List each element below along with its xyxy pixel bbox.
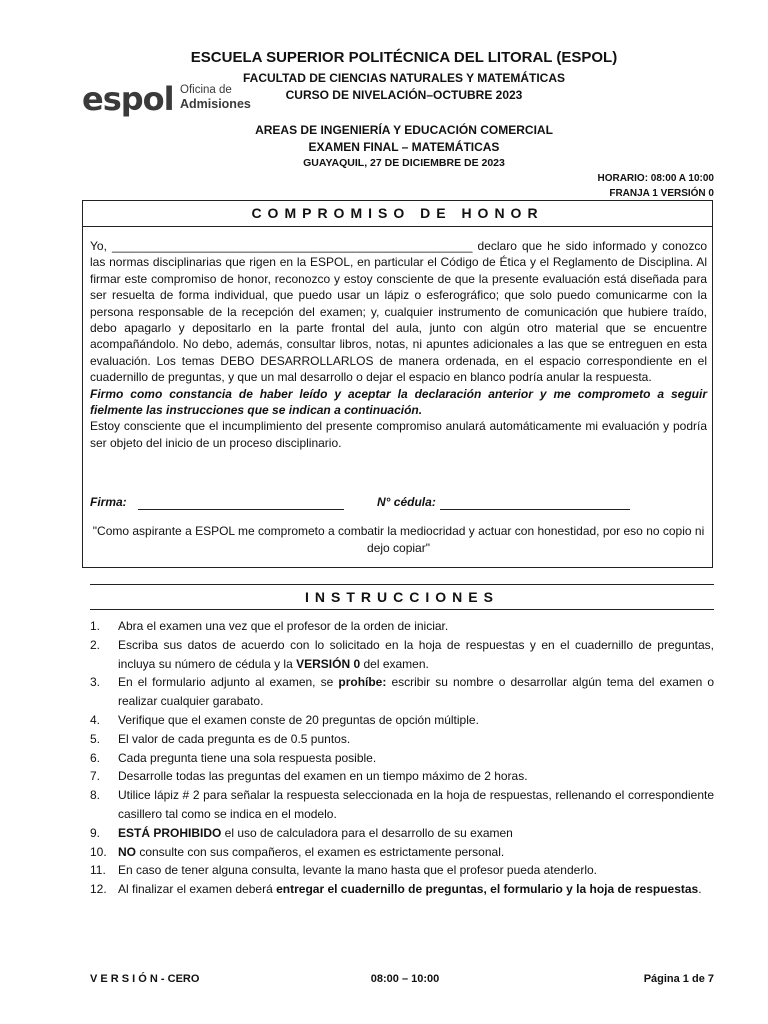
version-label: FRANJA 1 VERSIÓN 0 [609,188,714,199]
instruction-number: 10. [90,844,107,859]
footer-time: 08:00 – 10:00 [370,973,440,985]
instruction-number: 4. [90,712,101,727]
instruction-text-post: consulte con sus compañeros, el examen es estrictamente personal. [136,844,505,859]
logo-office-text [180,83,251,111]
instructions-list [90,617,714,899]
instruction-text-post: del examen. [360,656,429,671]
honor-text [90,238,707,451]
instruction-item [90,767,714,786]
instruction-text [118,636,714,674]
instruction-text-pre: Escriba sus datos de acuerdo con lo solicitado en la hoja de respuestas y en el cuadernillo de preguntas, incluya su número de cédula y la [118,637,714,671]
instruction-text-pre: Desarrolle todas las preguntas del examen en un tiempo máximo de 2 horas. [118,769,528,784]
instruction-item [90,880,714,899]
instruction-number: 9. [90,825,101,840]
course-title: CURSO DE NIVELACIÓN–OCTUBRE 2023 [285,88,523,102]
instruction-item [90,843,714,862]
firma-label: Firma: [90,495,127,509]
instruction-item [90,749,714,768]
exam-title: EXAMEN FINAL – MATEMÁTICAS [308,140,500,154]
instruction-text-pre: En caso de tener alguna consulta, levante la mano hasta que el profesor pueda atenderlo. [118,863,597,878]
schedule-label: HORARIO: 08:00 A 10:00 [597,173,714,184]
footer-version: V E R S I Ó N - CERO [90,973,200,985]
instruction-text [118,617,714,636]
instruction-text [118,861,714,880]
instructions-top-divider [90,584,714,585]
instruction-text-bold: VERSIÓN 0 [296,656,361,671]
instruction-text-bold: ESTÁ PROHIBIDO [118,825,222,840]
instruction-number: 3. [90,675,101,690]
instruction-text-post: . [698,882,702,897]
instruction-item [90,636,714,674]
honor-paragraph-2: Firmo como constancia de haber leído y aceptar la declaración anterior y me comprometo a seguir fielmente las instrucciones que se indican a continuación. [90,386,707,418]
logo-office-line2: Admisiones [180,97,251,111]
instruction-number: 6. [90,750,101,765]
instruction-number: 11. [90,863,106,878]
institution-title: ESCUELA SUPERIOR POLITÉCNICA DEL LITORAL (ESPOL) [190,49,618,66]
cedula-label: N° cédula: [377,495,436,509]
instructions-title: INSTRUCCIONES [305,589,499,605]
instruction-text-post: escribir su nombre o desarrollar algún tema del examen o realizar cualquier garabato. [118,675,714,709]
honor-divider [82,226,713,227]
instruction-text [118,673,714,711]
instruction-text [118,786,714,824]
footer-page: Página 1 de 7 [643,973,714,985]
instruction-item [90,730,714,749]
honor-paragraph-1: Yo, ______________________________________________________ declaro que he sido informado y conozco las normas disciplinarias que rigen en la ESPOL, en particular el Código de Ética y el Reglamento de Disciplina. Al firmar este compromiso de honor, reconozco y estoy consciente de que la presente evaluación está diseñada para ser resuelta de forma individual, que puedo usar un lápiz o esferográfico; que solo puedo comunicarme con la persona responsable de la recepción del examen; y, cualquier instrumento de comunicación que hubiere traído, debo apagarlo y depositarlo en la parte frontal del aula, junto con algún otro material que se encuentre acompañándolo. No debo, además, consultar libros, notas, ni apuntes adicionales a las que se entreguen en esta evaluación. Los temas DEBO DESARROLLARLOS de manera ordenada, en el espacio correspondiente en el cuadernillo de preguntas, y que un mal desarrollo o dejar el espacio en blanco podría anular la respuesta. [90,239,707,385]
instruction-number: 5. [90,731,101,746]
areas-title: AREAS DE INGENIERÍA Y EDUCACIÓN COMERCIAL [255,123,553,137]
honor-quote: "Como aspirante a ESPOL me comprometo a combatir la mediocridad y actuar con honestidad, por eso no copio ni dejo copiar" [92,524,705,555]
honor-paragraph-3: Estoy consciente que el incumplimiento del presente compromiso anulará automáticamente mi evaluación y podría ser objeto del inicio de un proceso disciplinario. [90,419,707,450]
logo-office-line1: Oficina de [180,84,232,96]
instruction-number: 8. [90,788,101,803]
instruction-text-pre: Cada pregunta tiene una sola respuesta posible. [118,750,377,765]
instruction-text-bold: NO [118,844,136,859]
instruction-number: 2. [90,637,101,652]
instruction-text [118,749,714,768]
instruction-item [90,673,714,711]
instruction-text-bold: prohíbe: [338,675,387,690]
honor-title: COMPROMISO DE HONOR [251,205,544,221]
espol-logo [82,80,262,120]
instruction-item [90,617,714,636]
instruction-text [118,824,714,843]
instruction-text-pre: Verifique que el examen conste de 20 preguntas de opción múltiple. [118,712,479,727]
instructions-bottom-divider [90,609,714,610]
instruction-text-pre: Utilice lápiz # 2 para señalar la respuesta seleccionada en la hoja de respuestas, rellenando el correspondiente casillero tal como se indica en el modelo. [118,788,714,821]
instruction-number: 7. [90,769,101,784]
instruction-item [90,711,714,730]
faculty-title: FACULTAD DE CIENCIAS NATURALES Y MATEMÁTICAS [242,71,565,85]
instruction-text [118,767,714,786]
instruction-text-post: el uso de calculadora para el desarrollo de su examen [221,825,513,840]
instruction-text-pre: Abra el examen una vez que el profesor de la orden de iniciar. [118,619,449,633]
instruction-item [90,786,714,824]
instruction-text [118,880,714,899]
instruction-text-bold: entregar el cuadernillo de preguntas, el formulario y la hoja de respuestas [276,882,699,897]
instruction-text-pre: Al finalizar el examen deberá [118,882,277,897]
instruction-text [118,730,714,749]
place-date: GUAYAQUIL, 27 DE DICIEMBRE DE 2023 [303,157,505,169]
cedula-field[interactable] [440,509,630,510]
instruction-text-pre: En el formulario adjunto al examen, se [118,675,339,690]
instruction-text [118,843,714,862]
firma-field[interactable] [138,509,344,510]
instruction-item [90,861,714,880]
instruction-item [90,824,714,843]
instruction-text-pre: El valor de cada pregunta es de 0.5 puntos. [118,731,351,746]
logo-wordmark: espol [82,80,174,118]
instruction-number: 1. [90,619,101,633]
instruction-text [118,711,714,730]
instruction-number: 12. [90,882,107,897]
